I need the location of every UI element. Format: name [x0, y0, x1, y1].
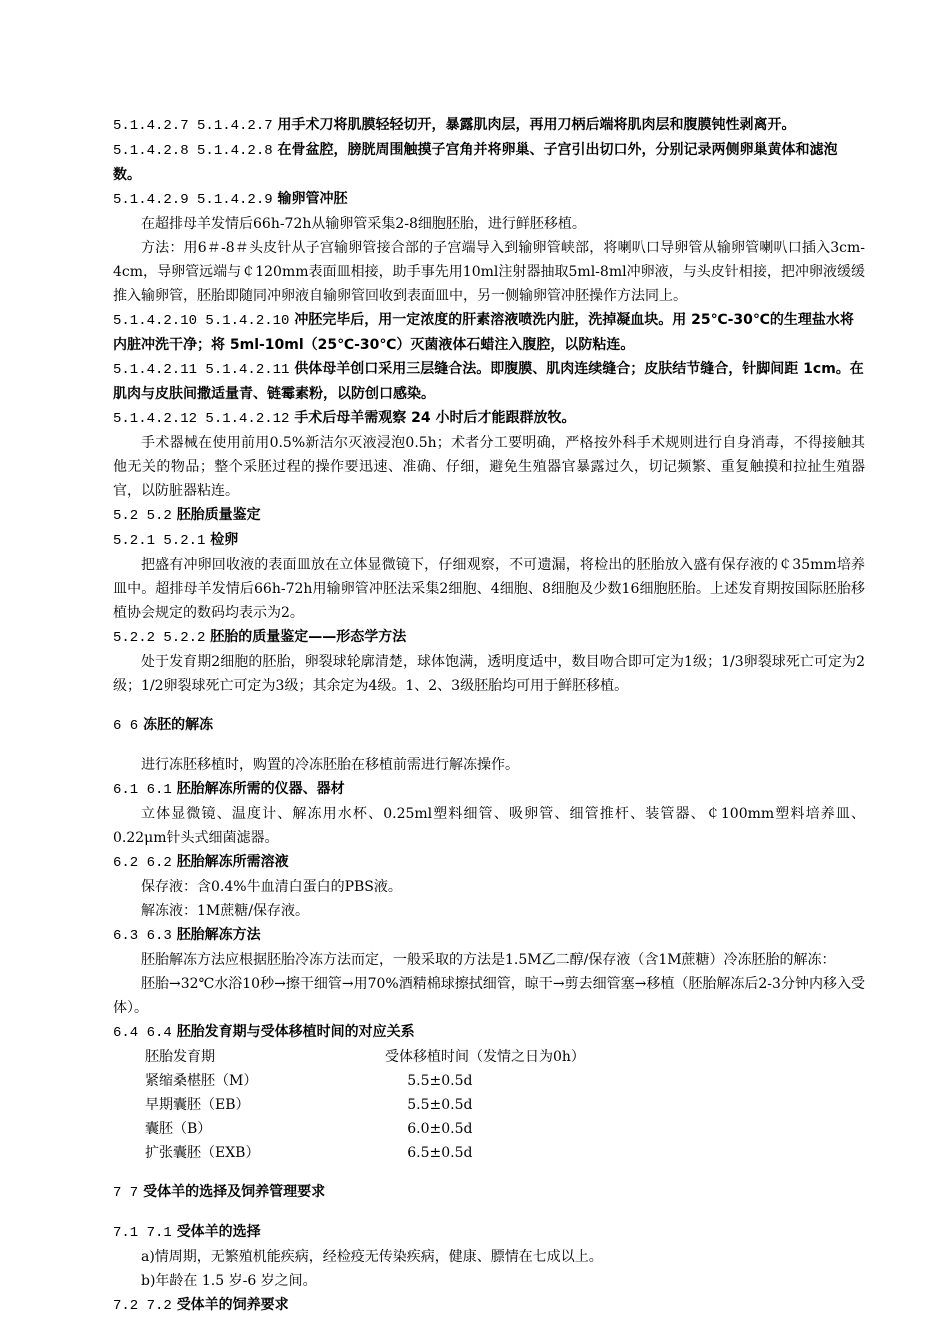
section-number: 6.3 6.3: [113, 928, 172, 944]
section-heading: [113, 503, 865, 528]
paragraph: 解冻液：1M蔗糖/保存液。: [141, 903, 309, 919]
section-number: 6.1 6.1: [113, 782, 172, 798]
section-heading: [113, 1180, 865, 1205]
section-title: 输卵管冲胚: [277, 191, 348, 207]
section-number: 7.2 7.2: [113, 1298, 172, 1314]
paragraph: 胚胎解冻方法应根据胚胎冷冻方法而定，一般采取的方法是1.5M乙二醇/保存液（含1M蔗糖）冷冻胚胎的解冻：: [141, 952, 836, 968]
section-number: 6.4 6.4: [113, 1025, 172, 1041]
table-cell: 6.5±0.5d: [385, 1145, 473, 1161]
paragraph: 方法：用6＃-8＃头皮针从子宫输卵管接合部的子宫端导入到输卵管峡部，将喇叭口导卵管从输卵管喇叭口插入3cm-4cm，导卵管远端与￠120mm表面皿相接，助手事先用10ml注射器抽取5ml-8ml冲卵液，与头皮针相接，把冲卵液缓缓推入输卵管，胚胎即随同冲卵液自输卵管回收到表面皿中，另一侧输卵管冲胚操作方法同上。: [113, 240, 865, 304]
section-title: 胚胎发育期与受体移植时间的对应关系: [176, 1024, 415, 1040]
section-number: 5.2.2 5.2.2: [113, 630, 206, 646]
spacer: [113, 738, 865, 753]
section-title: 胚胎的质量鉴定——形态学方法: [210, 629, 407, 645]
section-heading: [113, 625, 865, 650]
section-heading: [113, 850, 865, 875]
section-heading: [113, 1220, 865, 1245]
table-cell: 囊胚（B）: [145, 1121, 212, 1137]
section-heading: [113, 777, 865, 802]
document-body: [113, 113, 865, 1318]
table-row: [145, 1069, 585, 1093]
paragraph: a)情周期，无繁殖机能疾病，经检疫无传染疾病，健康、膘情在七成以上。: [141, 1249, 603, 1265]
section-title: 在骨盆腔，膀胱周围触摸子宫角并将卵巢、子宫引出切口外，分别记录两侧卵巢黄体和滤泡数。: [113, 142, 838, 183]
table-header-cell: 胚胎发育期: [145, 1049, 215, 1065]
paragraph: b)年龄在 1.5 岁-6 岁之间。: [141, 1273, 317, 1289]
section-heading: [113, 1293, 865, 1318]
paragraph: 处于发育期2细胞的胚胎，卵裂球轮廓清楚，球体饱满，透明度适中，数目吻合即可定为1级；1/3卵裂球死亡可定为2级；1/2卵裂球死亡可定为3级；其余定为4级。1、2、3级胚胎均可用于鲜胚移植。: [113, 654, 865, 694]
section-number: 7.1 7.1: [113, 1225, 172, 1241]
section-title: 冲胚完毕后，用一定浓度的肝素溶液喷洗内脏，洗掉凝血块。用 25℃-30℃的生理盐水将内脏冲洗干净；将 5ml-10ml（25℃-30℃）灭菌液体石蜡注入腹腔，以防粘连。: [113, 312, 854, 353]
section-heading: [113, 1020, 865, 1045]
table-row: [145, 1093, 585, 1117]
table-cell: 5.5±0.5d: [385, 1073, 473, 1089]
table-cell: 5.5±0.5d: [385, 1097, 473, 1113]
section-number: 5.1.4.2.11 5.1.4.2.11: [113, 362, 290, 378]
paragraph: 胚胎→32℃水浴10秒→擦干细管→用70%酒精棉球擦拭细管，晾干→剪去细管塞→移植（胚胎解冻后2-3分钟内移入受体）。: [113, 976, 865, 1016]
section-number: 5.1.4.2.12 5.1.4.2.12: [113, 411, 290, 427]
table-row: [145, 1117, 585, 1141]
section-heading: [113, 713, 865, 738]
section-title: 手术后母羊需观察 24 小时后才能跟群放牧。: [294, 410, 576, 426]
paragraph: 手术器械在使用前用0.5%新洁尔灭液浸泡0.5h；术者分工要明确，严格按外科手术规则进行自身消毒，不得接触其他无关的物品；整个采胚过程的操作要迅速、准确、仔细，避免生殖器官暴露过久，切记频繁、重复触摸和拉扯生殖器官，以防脏器粘连。: [113, 435, 865, 499]
table-cell: 紧缩桑椹胚（M）: [145, 1073, 258, 1089]
spacer: [113, 1165, 865, 1180]
paragraph: 把盛有冲卵回收液的表面皿放在立体显微镜下，仔细观察，不可遗漏，将检出的胚胎放入盛有保存液的￠35mm培养皿中。超排母羊发情后66h-72h用输卵管冲胚法采集2细胞、4细胞、8细胞及少数16细胞胚胎。上述发育期按国际胚胎移植协会规定的数码均表示为2。: [113, 557, 865, 621]
section-title: 冻胚的解冻: [143, 717, 214, 733]
paragraph: 在超排母羊发情后66h-72h从输卵管采集2-8细胞胚胎，进行鲜胚移植。: [141, 216, 586, 232]
section-title: 胚胎解冻所需溶液: [176, 854, 289, 870]
table-header-cell: 受体移植时间（发情之日为0h）: [385, 1049, 585, 1065]
table-cell: 6.0±0.5d: [385, 1121, 473, 1137]
table-cell: 扩张囊胚（EXB）: [145, 1145, 260, 1161]
section-title: 胚胎解冻所需的仪器、器材: [176, 781, 345, 797]
table-row: [145, 1141, 585, 1165]
section-number: 5.2.1 5.2.1: [113, 533, 206, 549]
spacer: [113, 698, 865, 713]
paragraph: 立体显微镜、温度计、解冻用水杯、0.25ml塑料细管、吸卵管、细管推杆、装管器、￠100mm塑料培养皿、0.22μm针头式细菌滤器。: [113, 806, 865, 846]
section-number: 5.1.4.2.10 5.1.4.2.10: [113, 313, 290, 329]
section-number: 5.1.4.2.8 5.1.4.2.8: [113, 143, 273, 159]
section-heading: [113, 138, 865, 187]
section-number: 5.1.4.2.7 5.1.4.2.7: [113, 118, 273, 134]
section-number: 5.2 5.2: [113, 508, 172, 524]
section-heading: [113, 308, 865, 357]
section-heading: [113, 113, 865, 138]
section-title: 检卵: [210, 532, 239, 548]
section-number: 6 6: [113, 718, 139, 734]
section-number: 6.2 6.2: [113, 855, 172, 871]
paragraph: 保存液：含0.4%牛血清白蛋白的PBS液。: [141, 879, 402, 895]
section-heading: [113, 357, 865, 406]
table-cell: 早期囊胚（EB）: [145, 1097, 250, 1113]
section-heading: [113, 187, 865, 212]
section-title: 受体羊的饲养要求: [176, 1297, 289, 1313]
section-title: 供体母羊创口采用三层缝合法。即腹膜、肌肉连续缝合；皮肤结节缝合，针脚间距 1cm。在肌肉与皮肤间撒适量青、链霉素粉，以防创口感染。: [113, 361, 864, 402]
paragraph: 进行冻胚移植时，购置的冷冻胚胎在移植前需进行解冻操作。: [141, 757, 519, 773]
development-stage-table: [145, 1045, 585, 1165]
section-number: 7 7: [113, 1185, 139, 1201]
section-heading: [113, 528, 865, 553]
section-title: 受体羊的选择: [176, 1224, 261, 1240]
section-title: 胚胎解冻方法: [176, 927, 261, 943]
section-title: 受体羊的选择及饲养管理要求: [143, 1184, 326, 1200]
section-heading: [113, 406, 865, 431]
spacer: [113, 1205, 865, 1220]
section-heading: [113, 923, 865, 948]
section-title: 用手术刀将肌膜轻轻切开，暴露肌肉层，再用刀柄后端将肌肉层和腹膜钝性剥离开。: [277, 117, 796, 133]
section-number: 5.1.4.2.9 5.1.4.2.9: [113, 192, 273, 208]
table-header-row: [145, 1045, 585, 1069]
section-title: 胚胎质量鉴定: [176, 507, 261, 523]
